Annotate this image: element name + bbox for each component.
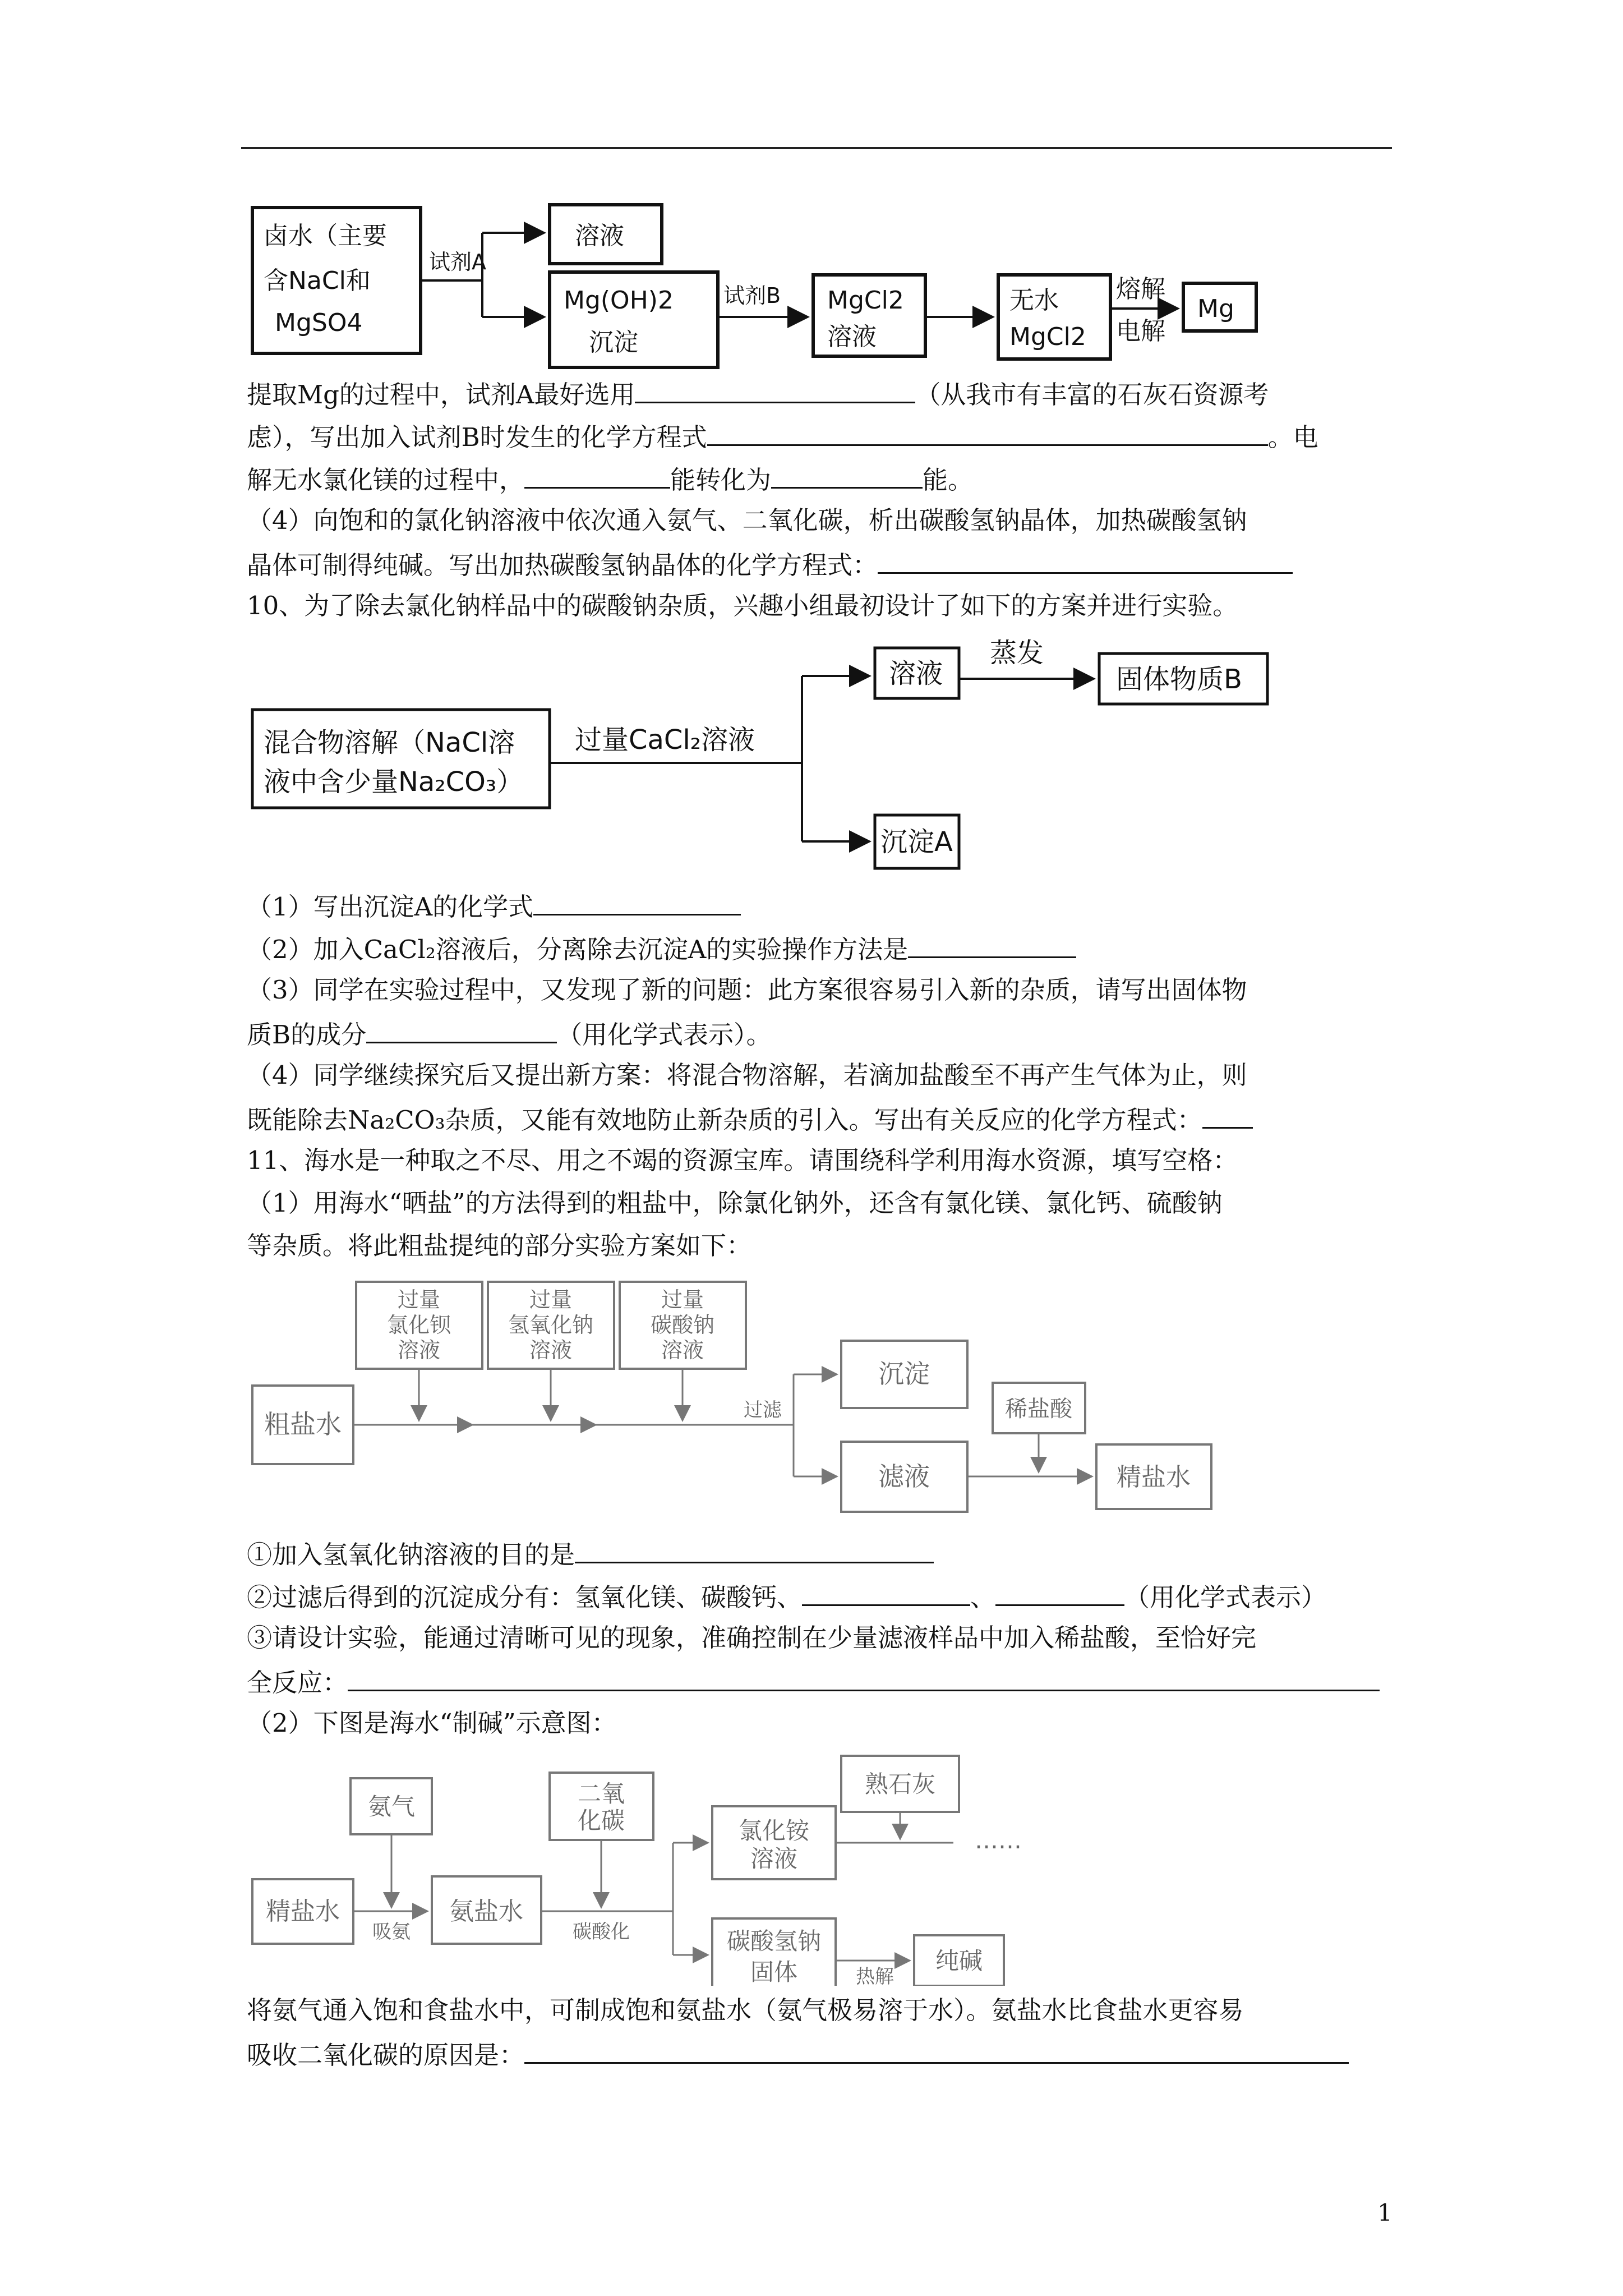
q11-part2: （2）下图是海水“制碱”示意图： (247, 1708, 617, 1738)
q10-part1: （1）写出沉淀A的化学式 (247, 889, 741, 923)
melt-label: 熔解 (1116, 275, 1165, 303)
blank-naoh-purpose[interactable] (575, 1537, 934, 1563)
filtrate-box: 滤液 (878, 1461, 930, 1492)
dilute-hcl-box: 稀盐酸 (1005, 1396, 1072, 1422)
mgcl2-line2: 溶液 (827, 323, 877, 351)
solution-box: 溶液 (575, 222, 624, 250)
header-rule (241, 147, 1392, 149)
q11-intro: 11、海水是一种取之不尽、用之不竭的资源宝库。请围绕科学利用海水资源，填写空格： (247, 1145, 1238, 1175)
soda-making-diagram (247, 1750, 1144, 1986)
na2co3-line1: 过量 (661, 1287, 704, 1312)
q10-part4-line1: （4）同学继续探究后又提出新方案：将混合物溶解，若滴加盐酸至不再产生气体为止，则 (247, 1060, 1247, 1090)
brine-line1: 卤水（主要 (264, 222, 387, 250)
precipitate-box: 沉淀 (878, 1359, 930, 1389)
evaporate-label: 蒸发 (990, 637, 1044, 669)
mgoh2-line2: 沉淀 (589, 328, 638, 357)
refined-brine-box: 精盐水 (1117, 1463, 1191, 1492)
nacl-purification-diagram (247, 637, 1279, 878)
electrolysis-label: 电解 (1116, 317, 1165, 346)
q11-part1-line2: 等杂质。将此粗盐提纯的部分实验方案如下： (247, 1231, 752, 1260)
q11-part1-line1: （1）用海水“晒盐”的方法得到的粗盐中，除氯化钠外，还含有氯化镁、氯化钙、硫酸钠 (247, 1188, 1223, 1218)
co2-line2: 化碳 (577, 1807, 625, 1834)
q9-line2: 虑），写出加入试剂B时发生的化学方程式 。电 (247, 420, 1318, 453)
bacl2-line2: 氯化钡 (386, 1313, 451, 1337)
carbonation-label: 碳酸化 (573, 1921, 630, 1943)
naoh-line1: 过量 (529, 1287, 573, 1312)
mg-box: Mg (1197, 295, 1234, 323)
solution-box: 溶液 (889, 658, 943, 689)
co2-line1: 二氧 (577, 1780, 625, 1807)
q10-part4-line2: 既能除去Na₂CO₃杂质，又能有效地防止新杂质的引入。写出有关反应的化学方程式： (247, 1102, 1253, 1136)
blank-energy-to[interactable] (771, 462, 923, 489)
dots-label: …… (975, 1826, 1022, 1854)
q10-part3-line1: （3）同学在实验过程中，又发现了新的问题：此方案很容易引入新的杂质，请写出固体物 (247, 975, 1247, 1005)
q11-sub3-line1: ③请设计实验，能通过清晰可见的现象，准确控制在少量滤液样品中加入稀盐酸，至恰好完 (247, 1623, 1257, 1653)
blank-experiment-design[interactable] (348, 1665, 1380, 1691)
q10-part2: （2）加入CaCl₂溶液后，分离除去沉淀A的实验操作方法是 (247, 932, 1076, 965)
pyrolysis-label: 热解 (856, 1966, 894, 1986)
q11-last-line2: 吸收二氧化碳的原因是： (247, 2037, 1349, 2071)
anhydrous-line1: 无水 (1009, 286, 1059, 315)
refined-brine-box: 精盐水 (266, 1897, 340, 1926)
q9-line3: 解无水氯化镁的过程中， 能转化为 能。 (247, 462, 973, 496)
q10-intro: 10、为了除去氯化钠样品中的碳酸钠杂质，兴趣小组最初设计了如下的方案并进行实验。 (247, 591, 1238, 620)
q11-sub2: ②过滤后得到的沉淀成分有：氢氧化镁、碳酸钙、 、 （用化学式表示） (247, 1580, 1326, 1613)
brine-line2: 含NaCl和 (264, 266, 371, 295)
reagent-b-label: 试剂B (723, 283, 781, 308)
ammonia-box: 氨气 (367, 1793, 416, 1820)
cacl2-reagent-label: 过量CaCl₂溶液 (575, 724, 755, 756)
slaked-lime-box: 熟石灰 (864, 1770, 936, 1798)
solid-b-box: 固体物质B (1116, 664, 1242, 695)
blank-co2-reason[interactable] (524, 2037, 1349, 2064)
naoh-line2: 氢氧化钠 (508, 1313, 594, 1337)
reagent-a-label: 试剂A (429, 250, 486, 274)
blank-separation-method[interactable] (908, 932, 1076, 958)
q11-last-line1: 将氨气通入饱和食盐水中，可制成饱和氨盐水（氨气极易溶于水）。氨盐水比食盐水更容易 (247, 1995, 1244, 2025)
nahco3-line2: 固体 (750, 1958, 798, 1986)
mgcl2-line1: MgCl2 (827, 286, 904, 315)
crude-brine-box: 粗盐水 (264, 1409, 342, 1439)
mixture-line1: 混合物溶解（NaCl溶 (264, 727, 515, 758)
bacl2-line3: 溶液 (397, 1338, 441, 1363)
blank-nahco3-equation[interactable] (878, 547, 1293, 574)
blank-energy-from[interactable] (524, 462, 670, 489)
blank-hcl-equation[interactable] (1202, 1102, 1253, 1129)
precipitate-a-box: 沉淀A (880, 826, 953, 858)
bacl2-line1: 过量 (397, 1287, 441, 1312)
page-number: 1 (1377, 2199, 1393, 2226)
soda-ash-box: 纯碱 (935, 1947, 983, 1975)
mixture-line2: 液中含少量Na₂CO₃） (264, 766, 524, 798)
nahco3-line1: 碳酸氢钠 (726, 1927, 822, 1955)
blank-reagent-a[interactable] (635, 377, 915, 403)
q9-line1: 提取Mg的过程中，试剂A最好选用 （从我市有丰富的石灰石资源考 (247, 377, 1269, 411)
anhydrous-line2: MgCl2 (1009, 323, 1086, 351)
blank-precipitate-a[interactable] (533, 889, 741, 915)
blank-precipitate-4[interactable] (995, 1580, 1124, 1606)
q9-part4-line2: 晶体可制得纯碱。写出加热碳酸氢钠晶体的化学方程式： (247, 547, 1293, 581)
q9-part4-line1: （4）向饱和的氯化钠溶液中依次通入氨气、二氧化碳，析出碳酸氢钠晶体，加热碳酸氢钠 (247, 505, 1247, 535)
blank-precipitate-3[interactable] (802, 1580, 970, 1606)
na2co3-line2: 碳酸钠 (650, 1313, 715, 1337)
naoh-line3: 溶液 (529, 1338, 573, 1363)
q10-part3-line2: 质B的成分 （用化学式表示）。 (247, 1017, 772, 1051)
nh4cl-line2: 溶液 (750, 1845, 798, 1872)
filter-label: 过滤 (744, 1399, 782, 1421)
absorb-ammonia-label: 吸氨 (372, 1921, 411, 1943)
brine-line3: MgSO4 (275, 309, 363, 337)
mg-extraction-diagram (241, 191, 1262, 376)
blank-solid-b[interactable] (366, 1017, 557, 1043)
blank-reagent-b-equation[interactable] (707, 420, 1268, 446)
ammonia-brine-box: 氨盐水 (449, 1897, 523, 1926)
mgoh2-line1: Mg(OH)2 (564, 286, 674, 315)
na2co3-line3: 溶液 (661, 1338, 704, 1363)
nh4cl-line1: 氯化铵 (738, 1817, 810, 1844)
crude-salt-diagram (247, 1273, 1234, 1531)
q11-sub3-line2: 全反应： (247, 1665, 1380, 1699)
q11-sub1: ①加入氢氧化钠溶液的目的是 (247, 1537, 934, 1571)
